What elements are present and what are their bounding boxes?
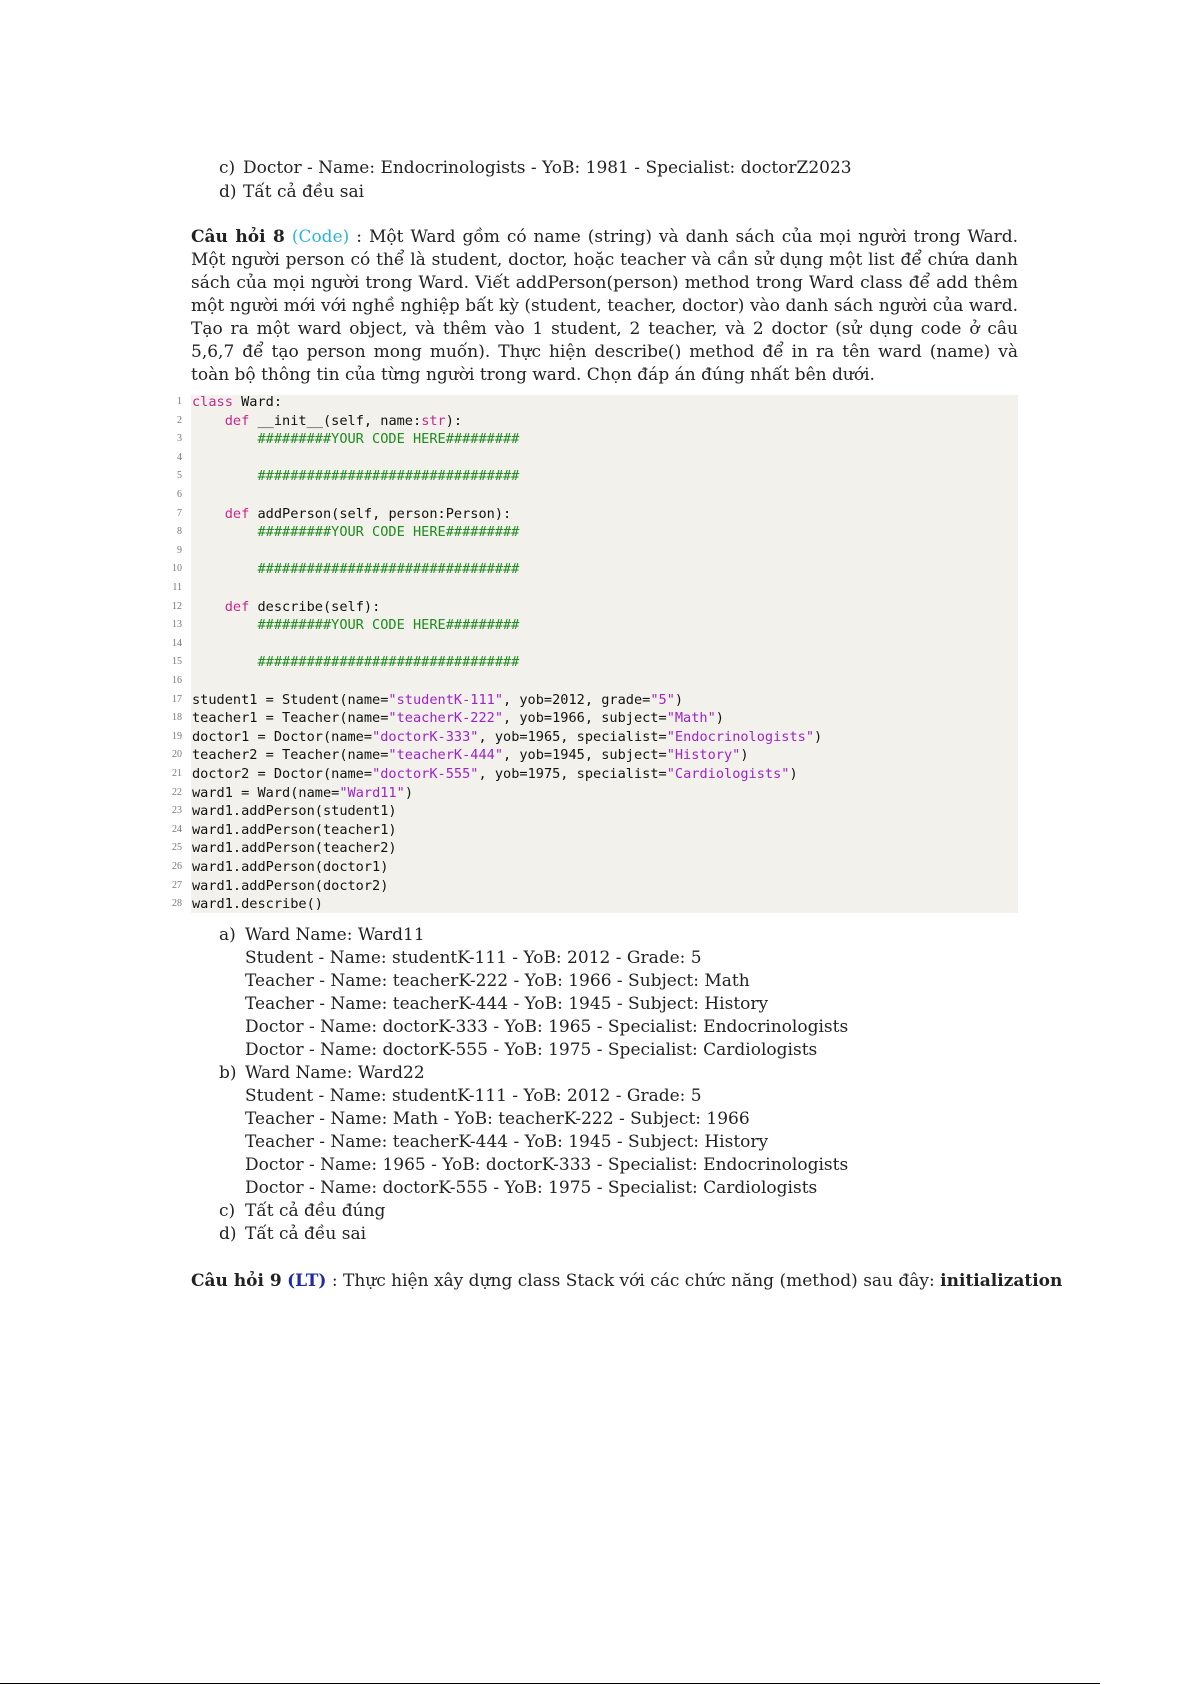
code-line-number: 2 bbox=[177, 414, 182, 426]
code-line bbox=[192, 616, 519, 635]
code-text: ) bbox=[740, 747, 749, 764]
page-bottom-rule bbox=[0, 1683, 1100, 1684]
code-string: "studentK-111" bbox=[388, 691, 503, 708]
code-line-number: 9 bbox=[177, 544, 182, 556]
code-line-number: 1 bbox=[177, 396, 182, 407]
code-line-number: 21 bbox=[172, 768, 182, 779]
code-line bbox=[192, 691, 683, 710]
code-string: "Ward11" bbox=[339, 784, 405, 801]
code-line bbox=[192, 598, 380, 617]
code-line-number: 28 bbox=[172, 898, 182, 910]
code-text: ) bbox=[715, 710, 724, 727]
code-text: , yob=1966, subject= bbox=[503, 710, 667, 727]
code-line bbox=[192, 858, 388, 877]
code-line bbox=[192, 877, 388, 896]
answer-a-line: Teacher - Name: teacherK-444 - YoB: 1945 - Subject: History bbox=[245, 994, 769, 1014]
code-line-number: 20 bbox=[172, 749, 182, 761]
code-line-number: 11 bbox=[172, 582, 182, 593]
answer-b-line: Doctor - Name: 1965 - YoB: doctorK-333 - Specialist: Endocrinologists bbox=[245, 1155, 849, 1175]
code-text: teacher2 = Teacher(name= bbox=[192, 747, 389, 764]
code-line bbox=[192, 505, 511, 524]
code-line bbox=[192, 523, 519, 542]
code-line bbox=[192, 393, 282, 412]
code-text: Ward: bbox=[232, 394, 283, 410]
code-line-number: 3 bbox=[177, 433, 182, 445]
answer-a-line: Doctor - Name: doctorK-555 - YoB: 1975 - Specialist: Cardiologists bbox=[245, 1040, 818, 1060]
code-line bbox=[192, 430, 519, 449]
code-line bbox=[192, 560, 519, 579]
answer-b-line: Teacher - Name: teacherK-444 - YoB: 1945 - Subject: History bbox=[245, 1132, 769, 1152]
code-line-number: 17 bbox=[172, 693, 182, 705]
answer-options bbox=[219, 924, 848, 1246]
answer-option-a[interactable]: a) Ward Name: Ward11 bbox=[219, 925, 425, 945]
question-9-tag: (LT) bbox=[287, 1271, 327, 1291]
code-line bbox=[192, 765, 798, 784]
code-line-number: 14 bbox=[172, 637, 182, 649]
code-line bbox=[192, 746, 749, 765]
question-8-body: Một Ward gồm có name (string) và danh sách của mọi người trong Ward. Một người person có thể là student, doctor, hoặc teacher và cần sử dụng một list để chứa danh sách của mọi người trong Ward. Viết addPerson(person) method trong Ward class để add thêm một người mới với nghề nghiệp bất kỳ (student, teacher, doctor) vào danh sách người của ward. Tạo ra một ward object, và thêm vào 1 student, 2 teacher, và 2 doctor (sử dụng code ở câu 5,6,7 để tạo person mong muốn). Thực hiện describe() method để in ra tên ward (name) và toàn bộ thông tin của từng người trong ward. Chọn đáp án đúng nhất bên dưới. bbox=[191, 227, 1019, 385]
code-line-number: 24 bbox=[172, 823, 182, 835]
question-8-tag: (Code) bbox=[291, 227, 350, 247]
code-text: ward1.addPerson(student1) bbox=[192, 803, 397, 820]
code-string: "doctorK-555" bbox=[372, 766, 479, 782]
code-text: ward1.addPerson(doctor2) bbox=[192, 877, 389, 894]
code-line-number: 5 bbox=[177, 470, 182, 482]
code-string: "History" bbox=[666, 747, 741, 764]
code-text: student1 = Student(name= bbox=[192, 691, 389, 708]
question-8-title: Câu hỏi 8 bbox=[191, 227, 285, 247]
code-text: ) bbox=[674, 691, 684, 708]
code-comment: #########YOUR CODE HERE######### bbox=[192, 524, 520, 541]
code-line bbox=[192, 821, 397, 840]
code-line-number: 19 bbox=[172, 730, 182, 742]
code-text: , yob=1965, specialist= bbox=[478, 728, 667, 745]
prev-option-c: c) Doctor - Name: Endocrinologists - YoB: 1981 - Specialist: doctorZ2023 bbox=[219, 158, 852, 178]
code-text bbox=[192, 413, 225, 429]
code-line bbox=[192, 895, 323, 914]
code-string: "5" bbox=[650, 691, 675, 708]
code-comment: ################################ bbox=[192, 468, 520, 485]
code-string: "doctorK-333" bbox=[372, 728, 479, 745]
code-text: ) bbox=[789, 766, 798, 782]
code-line-number: 12 bbox=[172, 600, 182, 612]
code-line-number: 27 bbox=[172, 879, 182, 891]
code-line-number: 22 bbox=[172, 786, 182, 798]
code-text: , yob=1975, specialist= bbox=[478, 766, 667, 782]
code-line-number: 26 bbox=[172, 861, 182, 872]
question-9-body: : Thực hiện xây dựng class Stack với các chức năng (method) sau đây: bbox=[331, 1271, 935, 1291]
question-8: Câu hỏi 8 (Code) : Một Ward gồm có name (string) và danh sách của mọi người trong Ward. Một người person có thể là student, doctor, hoặc teacher và cần sử dụng một list để chứa danh sách của mọi người trong Ward. Viết addPerson(person) method trong Ward class để add thêm một người mới với nghề nghiệp bất kỳ (student, teacher, doctor) vào danh sách người của ward. Tạo ra một ward object, và thêm vào 1 student, 2 teacher, và 2 doctor (sử dụng code ở câu 5,6,7 để tạo person mong muốn). Thực hiện describe() method để in ra tên ward (name) và toàn bộ thông tin của từng người trong ward. Chọn đáp án đúng nhất bên dưới. bbox=[191, 227, 1019, 385]
code-comment: ################################ bbox=[192, 561, 520, 578]
code-line-number: 4 bbox=[177, 451, 182, 463]
code-text: addPerson(self, person:Person): bbox=[249, 505, 512, 522]
code-line bbox=[192, 653, 519, 672]
code-text: ward1.describe() bbox=[192, 896, 323, 913]
code-text: ) bbox=[814, 728, 823, 745]
code-keyword: str bbox=[421, 412, 446, 429]
code-line bbox=[192, 412, 462, 431]
question-9-title: Câu hỏi 9 bbox=[191, 1271, 282, 1291]
code-comment: #########YOUR CODE HERE######### bbox=[192, 617, 520, 634]
code-text: , yob=2012, grade= bbox=[503, 691, 651, 708]
code-line-number: 25 bbox=[172, 842, 182, 854]
answer-option-b[interactable]: b) Ward Name: Ward22 bbox=[219, 1063, 425, 1083]
code-keyword: class bbox=[192, 394, 233, 410]
answer-option-d[interactable]: d) Tất cả đều sai bbox=[219, 1224, 367, 1244]
code-line-number: 8 bbox=[177, 526, 182, 538]
code-line-number: 23 bbox=[172, 805, 182, 817]
code-text: , yob=1945, subject= bbox=[503, 747, 667, 764]
answer-a-line: Student - Name: studentK-111 - YoB: 2012 - Grade: 5 bbox=[245, 948, 702, 968]
code-text: ward1.addPerson(teacher2) bbox=[192, 840, 397, 857]
answer-b-line: Student - Name: studentK-111 - YoB: 2012 - Grade: 5 bbox=[245, 1086, 702, 1106]
code-comment: ################################ bbox=[192, 654, 520, 671]
code-line-number: 16 bbox=[172, 675, 182, 686]
code-line bbox=[192, 709, 724, 728]
code-keyword: def bbox=[224, 505, 250, 522]
code-text: doctor2 = Doctor(name= bbox=[192, 766, 373, 782]
code-line-number: 7 bbox=[177, 507, 182, 519]
code-line bbox=[192, 839, 397, 858]
code-text: __init__(self, name: bbox=[249, 412, 422, 429]
code-text: ward1 = Ward(name= bbox=[192, 784, 340, 801]
code-text: describe(self): bbox=[249, 598, 381, 615]
code-string: "Cardiologists" bbox=[666, 766, 790, 782]
code-string: "teacherK-222" bbox=[388, 710, 503, 727]
code-string: "Math" bbox=[666, 710, 716, 727]
code-text: doctor1 = Doctor(name= bbox=[192, 728, 373, 745]
answer-b-line: Doctor - Name: doctorK-555 - YoB: 1975 - Specialist: Cardiologists bbox=[245, 1178, 818, 1198]
code-line bbox=[192, 728, 822, 747]
code-text: teacher1 = Teacher(name= bbox=[192, 710, 389, 727]
code-string: "Endocrinologists" bbox=[666, 728, 815, 745]
code-text: ward1.addPerson(doctor1) bbox=[192, 859, 389, 875]
code-text bbox=[192, 599, 225, 615]
code-text bbox=[192, 506, 225, 522]
code-line-number: 6 bbox=[177, 489, 182, 500]
code-string: "teacherK-444" bbox=[388, 747, 503, 764]
question-9 bbox=[191, 1270, 1063, 1293]
code-text: ): bbox=[445, 412, 463, 429]
code-keyword: def bbox=[224, 598, 250, 615]
question-9-bold-tail: initialization bbox=[940, 1271, 1063, 1291]
answer-a-line: Teacher - Name: teacherK-222 - YoB: 1966 - Subject: Math bbox=[245, 971, 750, 991]
code-comment: #########YOUR CODE HERE######### bbox=[192, 431, 520, 448]
code-line bbox=[192, 784, 413, 803]
code-line-number: 13 bbox=[172, 619, 182, 631]
code-text: ) bbox=[404, 784, 413, 801]
code-line bbox=[192, 802, 397, 821]
code-line-number: 18 bbox=[172, 712, 182, 724]
answer-option-c[interactable]: c) Tất cả đều đúng bbox=[219, 1201, 386, 1221]
code-text: ward1.addPerson(teacher1) bbox=[192, 821, 397, 838]
prev-option-d: d) Tất cả đều sai bbox=[219, 182, 365, 202]
code-line bbox=[192, 467, 519, 486]
answer-b-line: Teacher - Name: Math - YoB: teacherK-222 - Subject: 1966 bbox=[245, 1109, 750, 1129]
code-line-number: 10 bbox=[172, 563, 182, 575]
code-line-number: 15 bbox=[172, 656, 182, 668]
answer-a-line: Doctor - Name: doctorK-333 - YoB: 1965 - Specialist: Endocrinologists bbox=[245, 1017, 849, 1037]
code-keyword: def bbox=[224, 412, 250, 429]
